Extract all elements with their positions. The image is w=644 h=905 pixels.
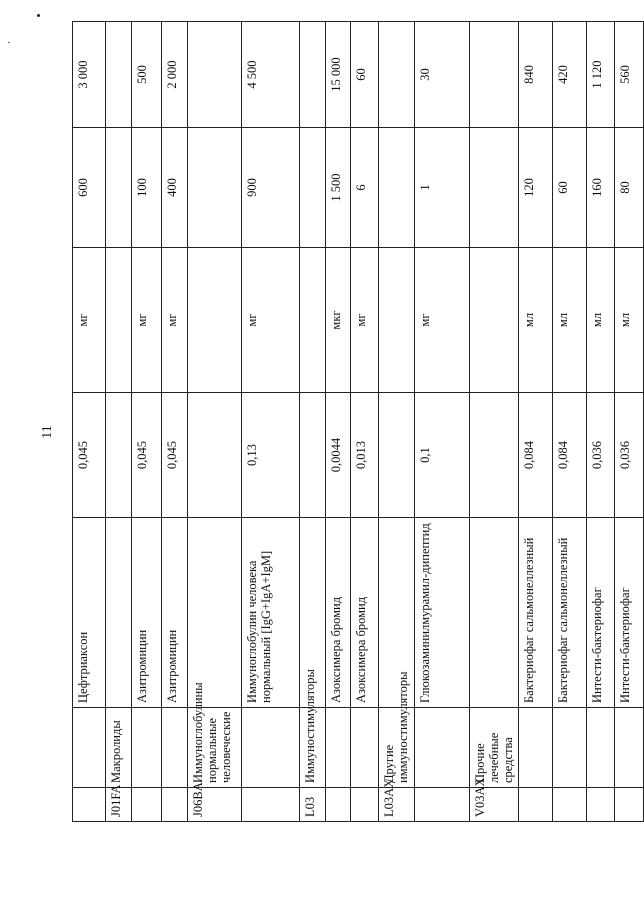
cell-group: Макролиды xyxy=(106,708,132,788)
cell-unit xyxy=(379,248,415,393)
cell-unit xyxy=(300,248,326,393)
cell-drug-name: Иммуноглобулин человека нормальный [IgG+IgA+IgM] xyxy=(242,518,300,708)
table-row xyxy=(106,22,132,822)
cell-course-dose: 15 000 xyxy=(326,22,351,128)
cell-course-dose: 500 xyxy=(132,22,162,128)
cell-drug-name: Бактериофаг сальмонеллезный xyxy=(553,518,587,708)
cell-unit: мг xyxy=(73,248,106,393)
cell-frequency: 0,13 xyxy=(242,393,300,518)
cell-frequency: 0,0044 xyxy=(326,393,351,518)
cell-atc-code xyxy=(351,788,379,822)
cell-frequency: 0,013 xyxy=(351,393,379,518)
cell-daily-dose xyxy=(300,128,326,248)
cell-atc-code: V03AX xyxy=(470,788,519,822)
cell-atc-code xyxy=(519,788,553,822)
table-row xyxy=(188,22,242,822)
cell-frequency: 0,036 xyxy=(587,393,615,518)
cell-frequency: 0,045 xyxy=(73,393,106,518)
scan-speck xyxy=(8,42,10,43)
cell-course-dose xyxy=(470,22,519,128)
cell-daily-dose: 160 xyxy=(587,128,615,248)
cell-group xyxy=(162,708,188,788)
cell-frequency: 0,045 xyxy=(132,393,162,518)
cell-drug-name: Бактериофаг сальмонеллезный xyxy=(519,518,553,708)
cell-atc-code xyxy=(326,788,351,822)
table-row xyxy=(300,22,326,822)
cell-frequency xyxy=(300,393,326,518)
cell-group xyxy=(415,708,470,788)
cell-drug-name: Азитромицин xyxy=(162,518,188,708)
table-container xyxy=(72,22,632,822)
table-row xyxy=(615,22,644,822)
cell-frequency: 0,045 xyxy=(162,393,188,518)
cell-atc-code xyxy=(242,788,300,822)
cell-group xyxy=(132,708,162,788)
table-row xyxy=(162,22,188,822)
table-row xyxy=(73,22,106,822)
cell-daily-dose xyxy=(470,128,519,248)
table-row xyxy=(242,22,300,822)
cell-unit: мг xyxy=(132,248,162,393)
cell-group xyxy=(615,708,644,788)
cell-daily-dose: 80 xyxy=(615,128,644,248)
table-row xyxy=(415,22,470,822)
cell-daily-dose: 60 xyxy=(553,128,587,248)
cell-drug-name: Цефтриаксон xyxy=(73,518,106,708)
cell-atc-code: L03AX xyxy=(379,788,415,822)
cell-group xyxy=(73,708,106,788)
cell-daily-dose xyxy=(379,128,415,248)
cell-unit xyxy=(188,248,242,393)
table-row xyxy=(587,22,615,822)
cell-unit: мл xyxy=(553,248,587,393)
cell-atc-code xyxy=(615,788,644,822)
cell-daily-dose: 400 xyxy=(162,128,188,248)
cell-group xyxy=(326,708,351,788)
cell-group xyxy=(242,708,300,788)
cell-group xyxy=(351,708,379,788)
medication-table xyxy=(72,21,644,822)
cell-frequency: 0,1 xyxy=(415,393,470,518)
cell-course-dose xyxy=(106,22,132,128)
cell-group: Иммуностимуляторы xyxy=(300,708,326,788)
cell-course-dose: 60 xyxy=(351,22,379,128)
cell-atc-code: J06BA xyxy=(188,788,242,822)
cell-unit: мкг xyxy=(326,248,351,393)
cell-daily-dose: 600 xyxy=(73,128,106,248)
table-row xyxy=(379,22,415,822)
cell-daily-dose: 100 xyxy=(132,128,162,248)
cell-drug-name: Азитромицин xyxy=(132,518,162,708)
cell-daily-dose: 6 xyxy=(351,128,379,248)
cell-course-dose: 840 xyxy=(519,22,553,128)
cell-atc-code xyxy=(162,788,188,822)
table-row xyxy=(351,22,379,822)
cell-drug-name: Азоксимера бромид xyxy=(326,518,351,708)
table-body xyxy=(73,22,644,822)
cell-course-dose: 4 500 xyxy=(242,22,300,128)
cell-drug-name xyxy=(188,518,242,708)
cell-frequency xyxy=(379,393,415,518)
cell-atc-code xyxy=(587,788,615,822)
cell-course-dose: 30 xyxy=(415,22,470,128)
cell-atc-code xyxy=(415,788,470,822)
table-row xyxy=(470,22,519,822)
cell-unit: мг xyxy=(242,248,300,393)
cell-frequency: 0,084 xyxy=(519,393,553,518)
cell-group xyxy=(519,708,553,788)
cell-unit: мг xyxy=(351,248,379,393)
cell-course-dose: 3 000 xyxy=(73,22,106,128)
cell-unit xyxy=(470,248,519,393)
cell-daily-dose: 1 500 xyxy=(326,128,351,248)
cell-atc-code xyxy=(73,788,106,822)
cell-course-dose xyxy=(188,22,242,128)
cell-course-dose xyxy=(379,22,415,128)
cell-unit xyxy=(106,248,132,393)
cell-atc-code xyxy=(553,788,587,822)
cell-drug-name: Азоксимера бромид xyxy=(351,518,379,708)
cell-drug-name: Интести-бактериофаг xyxy=(587,518,615,708)
page-number-text: 11 xyxy=(40,425,55,439)
table-row xyxy=(519,22,553,822)
cell-frequency: 0,036 xyxy=(615,393,644,518)
scan-speck xyxy=(37,14,40,17)
cell-group xyxy=(587,708,615,788)
cell-group xyxy=(553,708,587,788)
cell-drug-name xyxy=(470,518,519,708)
cell-group: Другие иммуностимуляторы xyxy=(379,708,415,788)
cell-daily-dose xyxy=(188,128,242,248)
cell-frequency xyxy=(106,393,132,518)
cell-group: Иммуноглобулины нормальные человеческие xyxy=(188,708,242,788)
cell-course-dose xyxy=(300,22,326,128)
cell-daily-dose: 120 xyxy=(519,128,553,248)
cell-frequency: 0,084 xyxy=(553,393,587,518)
cell-unit: мг xyxy=(162,248,188,393)
cell-group: Прочие лечебные средства xyxy=(470,708,519,788)
cell-atc-code: L03 xyxy=(300,788,326,822)
cell-atc-code: J01FA xyxy=(106,788,132,822)
table-row xyxy=(326,22,351,822)
cell-course-dose: 2 000 xyxy=(162,22,188,128)
cell-daily-dose: 1 xyxy=(415,128,470,248)
cell-drug-name: Глюкозаминилмурамил-дипептид xyxy=(415,518,470,708)
table-row xyxy=(132,22,162,822)
cell-course-dose: 420 xyxy=(553,22,587,128)
cell-drug-name xyxy=(106,518,132,708)
cell-unit: мл xyxy=(587,248,615,393)
cell-drug-name: Интести-бактериофаг xyxy=(615,518,644,708)
cell-unit: мл xyxy=(615,248,644,393)
cell-course-dose: 560 xyxy=(615,22,644,128)
cell-daily-dose: 900 xyxy=(242,128,300,248)
cell-frequency xyxy=(188,393,242,518)
cell-frequency xyxy=(470,393,519,518)
cell-unit: мл xyxy=(519,248,553,393)
cell-unit: мг xyxy=(415,248,470,393)
cell-atc-code xyxy=(132,788,162,822)
cell-daily-dose xyxy=(106,128,132,248)
cell-course-dose: 1 120 xyxy=(587,22,615,128)
table-row xyxy=(553,22,587,822)
